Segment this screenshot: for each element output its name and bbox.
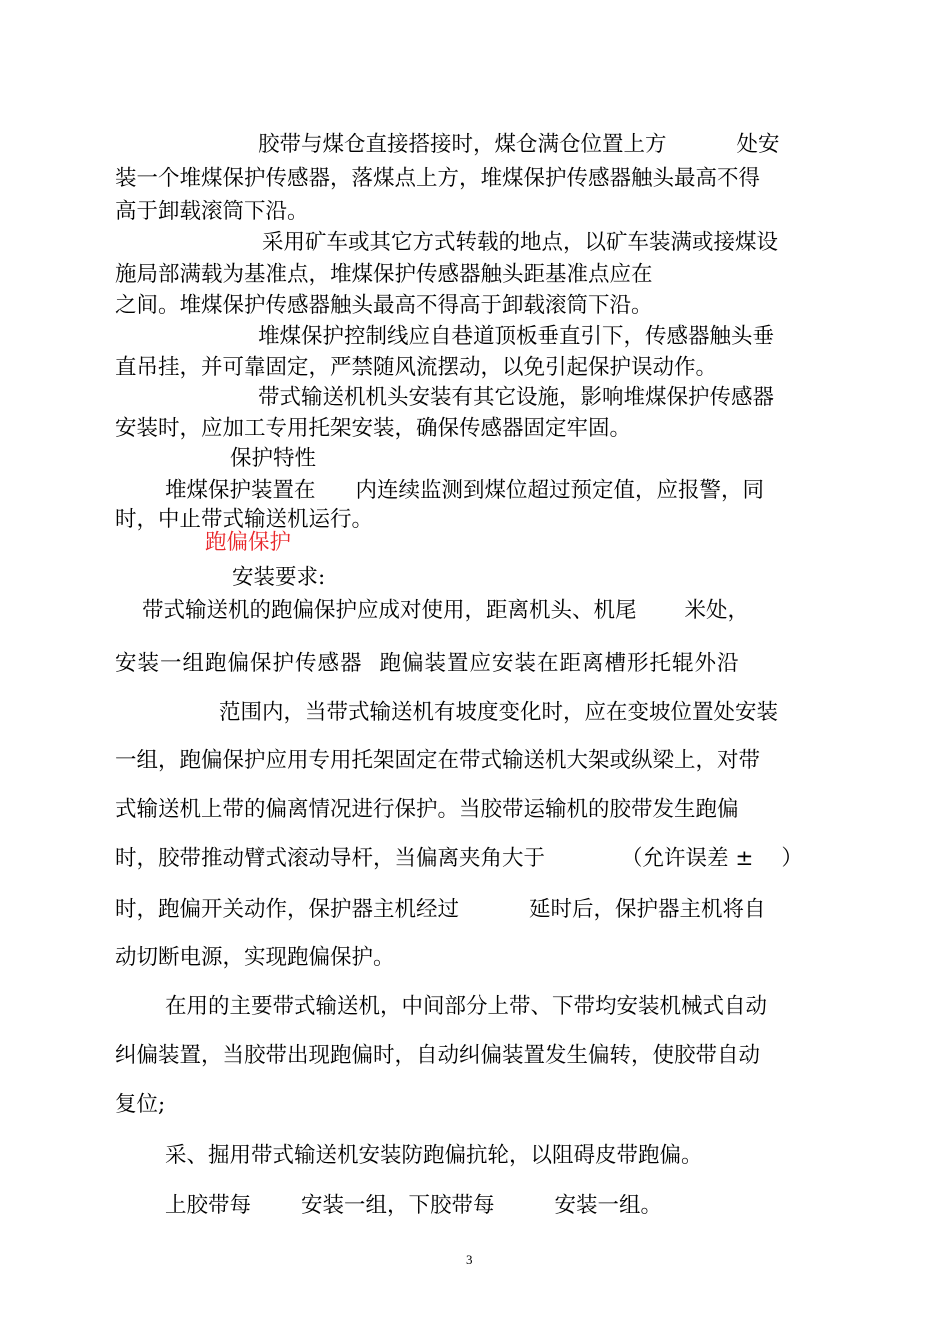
text-line: 堆煤保护控制线应自巷道顶板垂直引下，传感器触头垂 [258, 324, 775, 349]
text-line: 一组，跑偏保护应用专用托架固定在带式输送机大架或纵梁上，对带 [115, 748, 761, 773]
text-line: 时，中止带式输送机运行。 [115, 507, 374, 532]
text-line: 范围内，当带式输送机有坡度变化时，应在变坡位置处安装 [219, 700, 779, 725]
section-heading: 保护特性 [230, 446, 317, 471]
text-line: 式输送机上带的偏离情况进行保护。当胶带运输机的胶带发生跑偏 [115, 797, 739, 822]
text-line: 施局部满载为基准点，堆煤保护传感器触头距基准点应在 [115, 262, 653, 287]
text-line: 时，跑偏开关动作，保护器主机经过 延时后，保护器主机将自 [115, 897, 766, 922]
text-line: 上胶带每 安装一组，下胶带每 安装一组。 [165, 1193, 663, 1218]
text-line: 堆煤保护装置在 内连续监测到煤位超过预定值，应报警，同 [165, 478, 765, 503]
text-line: 安装时，应加工专用托架安装，确保传感器固定牢固。 [115, 416, 632, 441]
text-line: 带式输送机的跑偏保护应成对使用，距离机头、机尾 米处， [142, 598, 750, 623]
page-number: 3 [466, 1252, 473, 1267]
text-line: 胶带与煤仓直接搭接时，煤仓满仓位置上方 处安 [258, 132, 780, 157]
text-line: 纠偏装置，当胶带出现跑偏时，自动纠偏装置发生偏转，使胶带自动 [115, 1043, 761, 1068]
text-line: 时，胶带推动臂式滚动导杆，当偏离夹角大于 （允许误差 ± ） [115, 846, 803, 871]
text-line: 高于卸载滚筒下沿。 [115, 199, 309, 224]
text-line: 带式输送机机头安装有其它设施，影响堆煤保护传感器 [258, 385, 775, 410]
text-line: 直吊挂，并可靠固定，严禁随风流摆动，以免引起保护误动作。 [115, 355, 718, 380]
text-line: 动切断电源，实现跑偏保护。 [115, 945, 395, 970]
text-line: 采用矿车或其它方式转载的地点，以矿车装满或接煤设 [262, 230, 779, 255]
section-heading-red: 跑偏保护 [205, 530, 292, 555]
text-line: 之间。堆煤保护传感器触头最高不得高于卸载滚筒下沿。 [115, 293, 653, 318]
text-line: 采、掘用带式输送机安装防跑偏抗轮，以阻碍皮带跑偏。 [165, 1143, 703, 1168]
subsection-heading: 安装要求: [232, 565, 326, 590]
text-line: 复位; [115, 1092, 166, 1117]
text-line: 装一个堆煤保护传感器，落煤点上方，堆煤保护传感器触头最高不得 [115, 166, 761, 191]
text-line: 在用的主要带式输送机，中间部分上带、下带均安装机械式自动 [165, 994, 768, 1019]
text-line: 安装一组跑偏保护传感器 跑偏装置应安装在距离槽形托辊外沿 [115, 651, 740, 676]
